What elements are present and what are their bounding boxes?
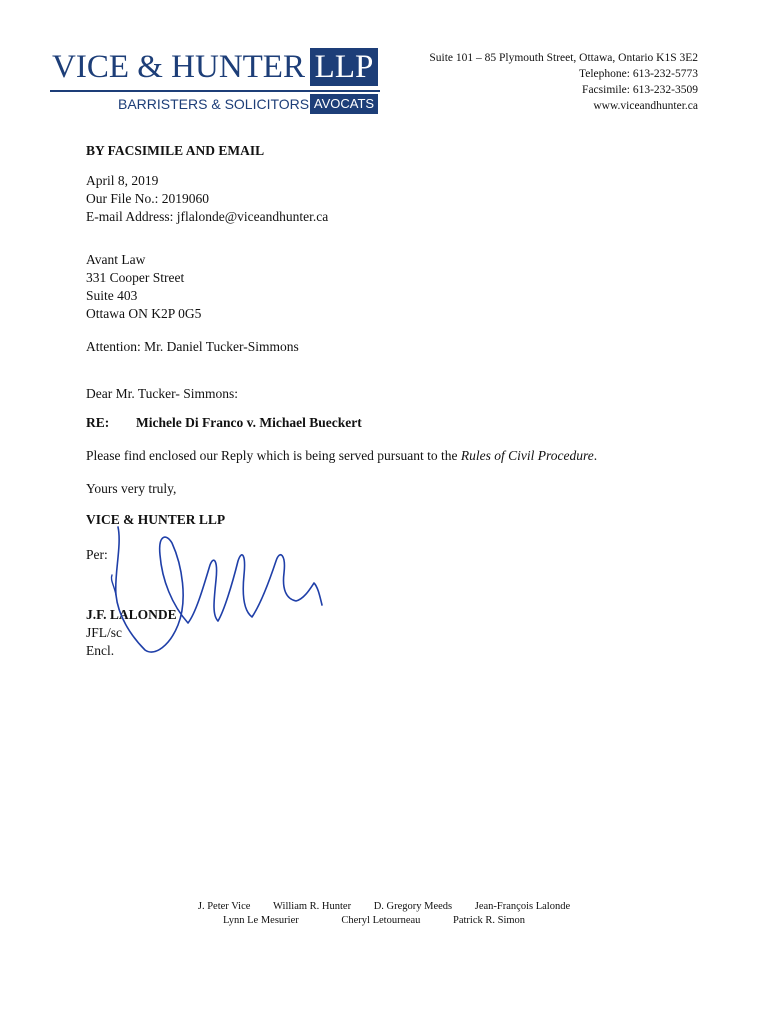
email-address: E-mail Address: jflalonde@viceandhunter.ca bbox=[86, 209, 329, 224]
barristers-label: BARRISTERS & SOLICITORS bbox=[118, 96, 310, 112]
enclosure: Encl. bbox=[86, 643, 115, 658]
firm-address-block bbox=[429, 50, 698, 114]
signer-name: J.F. LALONDE bbox=[86, 607, 177, 622]
partners-row-2 bbox=[0, 914, 758, 928]
salutation: Dear Mr. Tucker- Simmons: bbox=[86, 386, 238, 401]
firm-name: VICE & HUNTER bbox=[52, 49, 305, 85]
letterhead-rule bbox=[50, 90, 380, 92]
website-line: www.viceandhunter.ca bbox=[593, 100, 698, 112]
letter-meta bbox=[86, 172, 328, 226]
telephone-line: Telephone: 613-232-5773 bbox=[579, 68, 698, 80]
per-label: Per: bbox=[86, 547, 108, 562]
body-paragraph bbox=[86, 447, 597, 465]
llp-badge: LLP bbox=[310, 48, 378, 86]
recipient-line: 331 Cooper Street bbox=[86, 270, 185, 285]
handwritten-signature bbox=[100, 525, 340, 665]
partner-name: Patrick R. Simon bbox=[453, 915, 526, 926]
recipient-line: Suite 403 bbox=[86, 288, 138, 303]
delivery-method: BY FACSIMILE AND EMAIL bbox=[86, 143, 265, 158]
partner-name: Cheryl Letourneau bbox=[341, 915, 421, 926]
facsimile-line: Facsimile: 613-232-3509 bbox=[582, 84, 698, 96]
re-line bbox=[86, 414, 362, 432]
partner-name: William R. Hunter bbox=[273, 901, 352, 912]
avocats-badge: AVOCATS bbox=[310, 94, 378, 114]
signature-firm: VICE & HUNTER LLP bbox=[86, 512, 226, 527]
re-label: RE: bbox=[86, 415, 110, 430]
body-end: . bbox=[593, 448, 598, 463]
letter-date: April 8, 2019 bbox=[86, 173, 159, 188]
address-line: Suite 101 – 85 Plymouth Street, Ottawa, Ontario K1S 3E2 bbox=[429, 52, 698, 64]
initials: JFL/sc bbox=[86, 625, 123, 640]
recipient-line: Ottawa ON K2P 0G5 bbox=[86, 306, 202, 321]
body-italic: Rules of Civil Procedure bbox=[460, 448, 594, 463]
closing: Yours very truly, bbox=[86, 481, 177, 496]
re-subject: Michele Di Franco v. Michael Bueckert bbox=[136, 415, 362, 430]
partner-name: Lynn Le Mesurier bbox=[222, 915, 299, 926]
body-text: Please find enclosed our Reply which is being served pursuant to the bbox=[86, 448, 461, 463]
partner-name: D. Gregory Meeds bbox=[373, 901, 453, 912]
attention-line: Attention: Mr. Daniel Tucker-Simmons bbox=[86, 339, 299, 354]
partner-name: Jean-François Lalonde bbox=[474, 901, 571, 912]
partners-row-1 bbox=[0, 900, 768, 914]
recipient-address bbox=[86, 251, 201, 323]
file-number: Our File No.: 2019060 bbox=[86, 191, 209, 206]
recipient-line: Avant Law bbox=[86, 252, 146, 267]
partner-name: J. Peter Vice bbox=[197, 901, 251, 912]
